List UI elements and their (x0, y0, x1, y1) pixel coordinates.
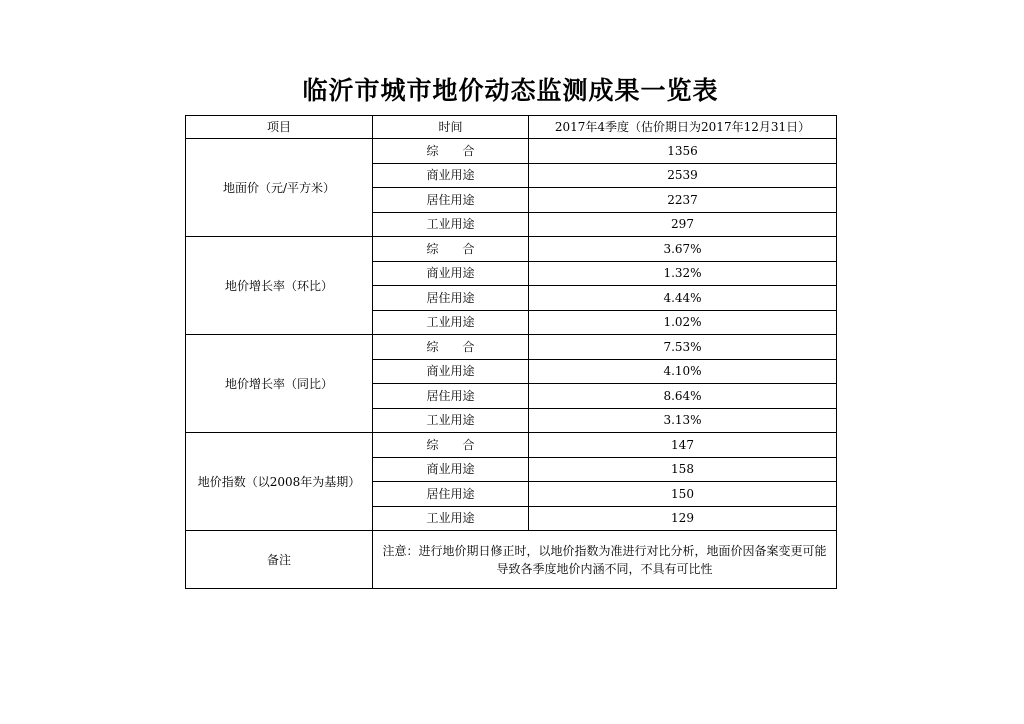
use-label: 工业用途 (373, 310, 529, 335)
use-label: 居住用途 (373, 482, 529, 507)
use-label: 居住用途 (373, 384, 529, 409)
use-label: 商业用途 (373, 261, 529, 286)
header-time: 时间 (373, 116, 529, 139)
value-cell: 2237 (529, 188, 837, 213)
value-cell: 2539 (529, 163, 837, 188)
use-label: 商业用途 (373, 163, 529, 188)
use-label: 综 合 (373, 139, 529, 164)
use-label: 居住用途 (373, 286, 529, 311)
value-cell: 129 (529, 506, 837, 531)
section-label: 地价指数（以2008年为基期） (186, 433, 373, 531)
use-label: 商业用途 (373, 359, 529, 384)
table-header-row (186, 116, 837, 139)
use-label: 工业用途 (373, 506, 529, 531)
land-price-table (185, 115, 837, 589)
value-cell: 297 (529, 212, 837, 237)
value-cell: 158 (529, 457, 837, 482)
value-cell: 150 (529, 482, 837, 507)
note-text: 注意：进行地价期日修正时，以地价指数为准进行对比分析，地面价因备案变更可能导致各季度地价内涵不同，不具有可比性 (373, 531, 837, 589)
value-cell: 7.53% (529, 335, 837, 360)
table-row (186, 433, 837, 458)
header-item: 项目 (186, 116, 373, 139)
table-row (186, 139, 837, 164)
value-cell: 1356 (529, 139, 837, 164)
use-label: 综 合 (373, 433, 529, 458)
use-label: 综 合 (373, 335, 529, 360)
document-title: 临沂市城市地价动态监测成果一览表 (302, 76, 719, 105)
value-cell: 3.13% (529, 408, 837, 433)
note-row (186, 531, 837, 589)
use-label: 综 合 (373, 237, 529, 262)
value-cell: 1.32% (529, 261, 837, 286)
value-cell: 8.64% (529, 384, 837, 409)
table-row (186, 335, 837, 360)
value-cell: 1.02% (529, 310, 837, 335)
value-cell: 147 (529, 433, 837, 458)
use-label: 居住用途 (373, 188, 529, 213)
table-row (186, 237, 837, 262)
section-label: 地价增长率（环比） (186, 237, 373, 335)
section-label: 地面价（元/平方米） (186, 139, 373, 237)
header-period: 2017年4季度（估价期日为2017年12月31日） (529, 116, 837, 139)
use-label: 商业用途 (373, 457, 529, 482)
value-cell: 3.67% (529, 237, 837, 262)
note-label: 备注 (186, 531, 373, 589)
value-cell: 4.10% (529, 359, 837, 384)
use-label: 工业用途 (373, 212, 529, 237)
use-label: 工业用途 (373, 408, 529, 433)
section-label: 地价增长率（同比） (186, 335, 373, 433)
value-cell: 4.44% (529, 286, 837, 311)
